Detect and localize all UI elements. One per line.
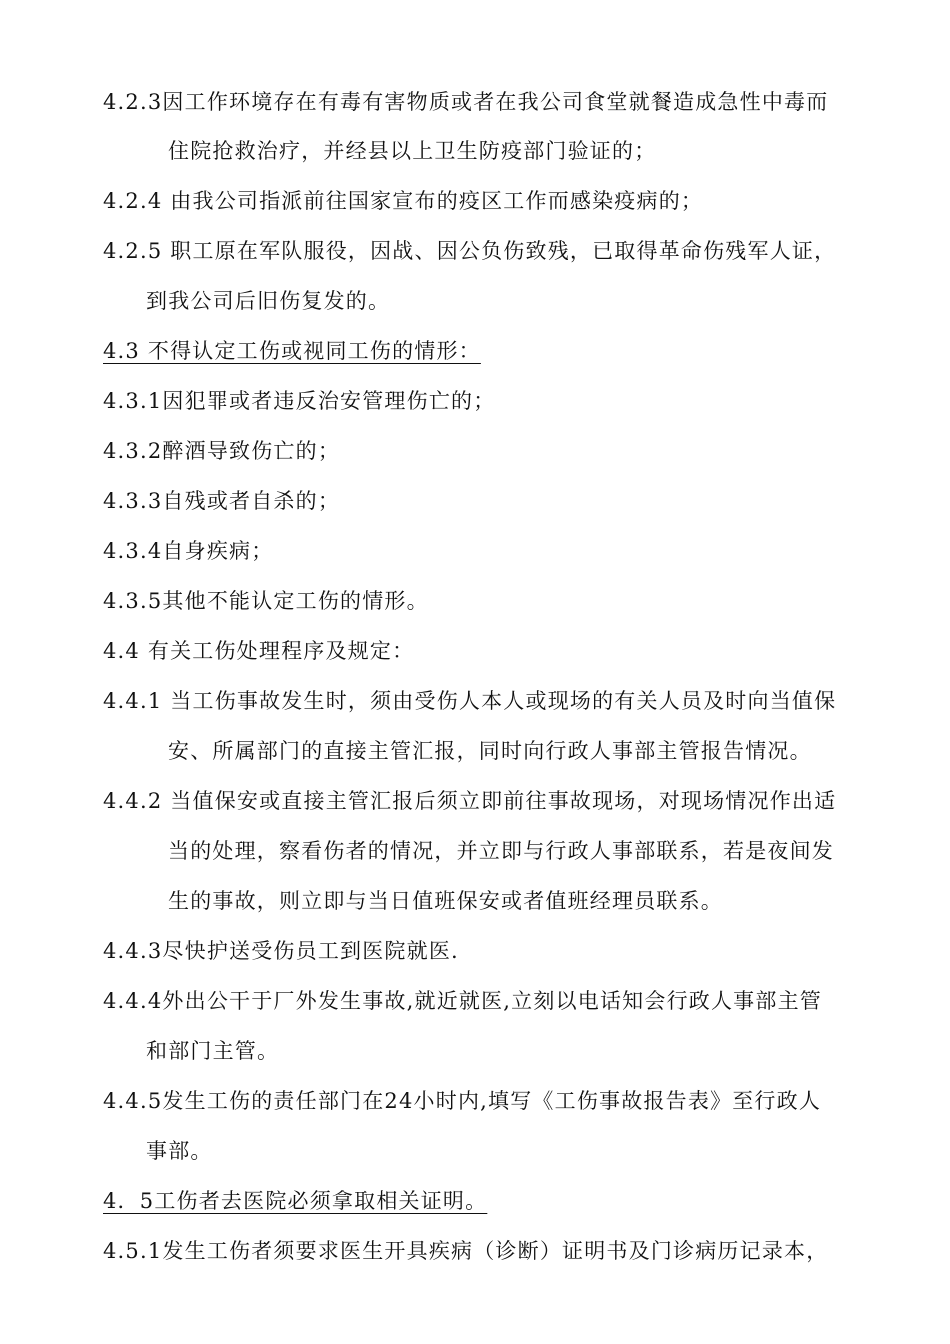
- clause-4-4-1-line-2: 安、所属部门的直接主管汇报，同时向行政人事部主管报告情况。: [168, 739, 812, 763]
- clause-4-4-4-line-2: 和部门主管。: [146, 1039, 280, 1063]
- section-4-4-heading: 4.4 有关工伤处理程序及规定：: [103, 639, 415, 663]
- clause-4-4-2-line-2: 当的处理，察看伤者的情况，并立即与行政人事部联系，若是夜间发: [168, 839, 834, 863]
- clause-4-4-2-line-3: 生的事故，则立即与当日值班保安或者值班经理员联系。: [168, 889, 723, 913]
- clause-4-3-5: 4.3.5其他不能认定工伤的情形。: [103, 589, 429, 613]
- clause-4-3-3: 4.3.3自残或者自杀的；: [103, 489, 341, 513]
- clause-4-2-5-line-1: 4.2.5 职工原在军队服役，因战、因公负伤致残，已取得革命伤残军人证，: [103, 239, 837, 263]
- clause-4-3-2: 4.3.2醉酒导致伤亡的；: [103, 439, 341, 463]
- clause-4-2-5-line-2: 到我公司后旧伤复发的。: [146, 289, 391, 313]
- clause-4-3-1: 4.3.1因犯罪或者违反治安管理伤亡的；: [103, 389, 496, 413]
- clause-4-2-3-line-1: 4.2.3因工作环境存在有毒有害物质或者在我公司食堂就餐造成急性中毒而: [103, 90, 829, 114]
- clause-4-4-4-line-1: 4.4.4外出公干于厂外发生事故,就近就医,立刻以电话知会行政人事部主管: [103, 989, 822, 1013]
- clause-4-4-1-line-1: 4.4.1 当工伤事故发生时，须由受伤人本人或现场的有关人员及时向当值保: [103, 689, 837, 713]
- clause-4-5-1: 4.5.1发生工伤者须要求医生开具疾病（诊断）证明书及门诊病历记录本，: [103, 1239, 829, 1263]
- section-4-5-heading: 4．5工伤者去医院必须拿取相关证明。: [103, 1189, 488, 1213]
- clause-4-2-3-line-2: 住院抢救治疗，并经县以上卫生防疫部门验证的；: [168, 139, 657, 163]
- clause-4-4-2-line-1: 4.4.2 当值保安或直接主管汇报后须立即前往事故现场，对现场情况作出适: [103, 789, 837, 813]
- clause-4-4-3: 4.4.3尽快护送受伤员工到医院就医.: [103, 939, 459, 963]
- clause-4-3-4: 4.3.4自身疾病；: [103, 539, 274, 563]
- clause-4-4-5-line-1: 4.4.5发生工伤的责任部门在24小时内,填写《工伤事故报告表》至行政人: [103, 1089, 822, 1113]
- section-4-3-heading: 4.3 不得认定工伤或视同工伤的情形：: [103, 339, 481, 363]
- clause-4-4-5-line-2: 事部。: [146, 1139, 213, 1163]
- clause-4-2-4: 4.2.4 由我公司指派前往国家宣布的疫区工作而感染疫病的；: [103, 189, 704, 213]
